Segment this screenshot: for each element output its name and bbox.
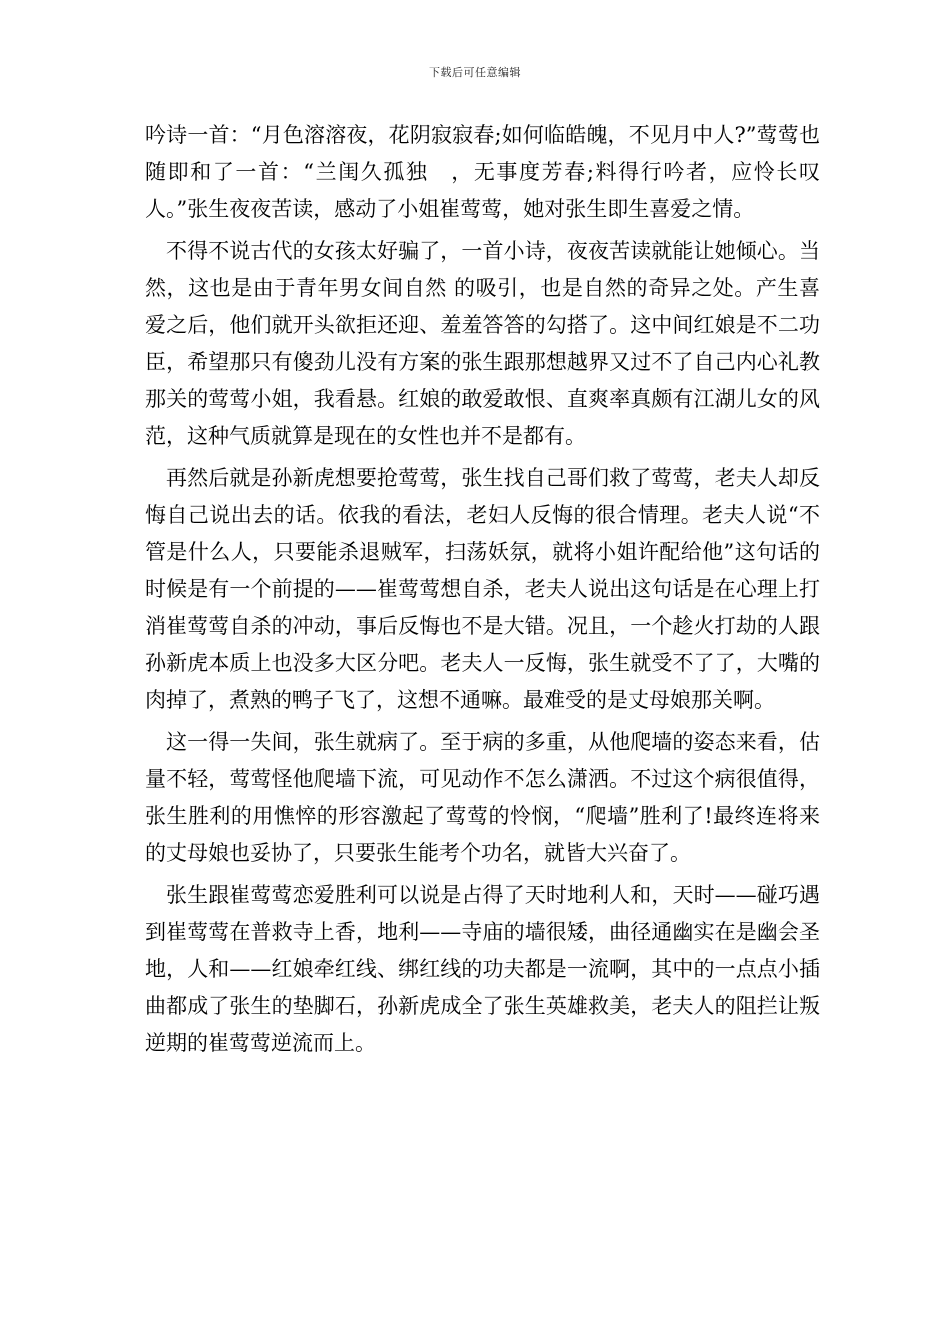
paragraph-1: 吟诗一首：“月色溶溶夜，花阴寂寂春;如何临皓魄，不见月中人?”莺莺也随即和了一首：“兰闺久孤独 ，无事度芳春;料得行吟者，应怜长叹人。”张生夜夜苦读，感动了小姐崔莺莺，她对张生即生喜爱之情。 — [145, 123, 820, 221]
paragraph-2: 不得不说古代的女孩太好骗了，一首小诗，夜夜苦读就能让她倾心。当然，这也是由于青年男女间自然 的吸引，也是自然的奇异之处。产生喜爱之后，他们就开头欲拒还迎、羞羞答答的勾搭了。这中间红娘是不二功臣，希望那只有傻劲儿没有方案的张生跟那想越界又过不了自己内心礼教那关的莺莺小姐，我看悬。红娘的敢爱敢恨、直爽率真颇有江湖儿女的风范，这种气质就算是现在的女性也并不是都有。 — [145, 239, 820, 448]
document-body — [145, 117, 820, 1067]
page-header: 下载后可任意编辑 — [429, 66, 521, 79]
paragraph-4: 这一得一失间，张生就病了。至于病的多重，从他爬墙的姿态来看，估量不轻，莺莺怪他爬墙下流，可见动作不怎么潇洒。不过这个病很值得，张生胜利的用憔悴的形容激起了莺莺的怜悯，“爬墙”胜利了!最终连将来的丈母娘也妥协了，只要张生能考个功名，就皆大兴奋了。 — [145, 730, 820, 865]
paragraph-3: 再然后就是孙新虎想要抢莺莺，张生找自己哥们救了莺莺，老夫人却反悔自己说出去的话。依我的看法，老妇人反悔的很合情理。老夫人说“不管是什么人，只要能杀退贼军，扫荡妖氛，就将小姐许配给他”这句话的时候是有一个前提的——崔莺莺想自杀，老夫人说出这句话是在心理上打消崔莺莺自杀的冲动，事后反悔也不是大错。况且，一个趁火打劫的人跟孙新虎本质上也没多大区分吧。老夫人一反悔，张生就受不了了，大嘴的肉掉了，煮熟的鸭子飞了，这想不通嘛。最难受的是丈母娘那关啊。 — [145, 466, 820, 712]
paragraph-5: 张生跟崔莺莺恋爱胜利可以说是占得了天时地利人和，天时——碰巧遇到崔莺莺在普救寺上香，地利——寺庙的墙很矮，曲径通幽实在是幽会圣地，人和——红娘牵红线、绑红线的功夫都是一流啊，其中的一点点小插曲都成了张生的垫脚石，孙新虎成全了张生英雄救美，老夫人的阻拦让叛逆期的崔莺莺逆流而上。 — [145, 883, 820, 1055]
